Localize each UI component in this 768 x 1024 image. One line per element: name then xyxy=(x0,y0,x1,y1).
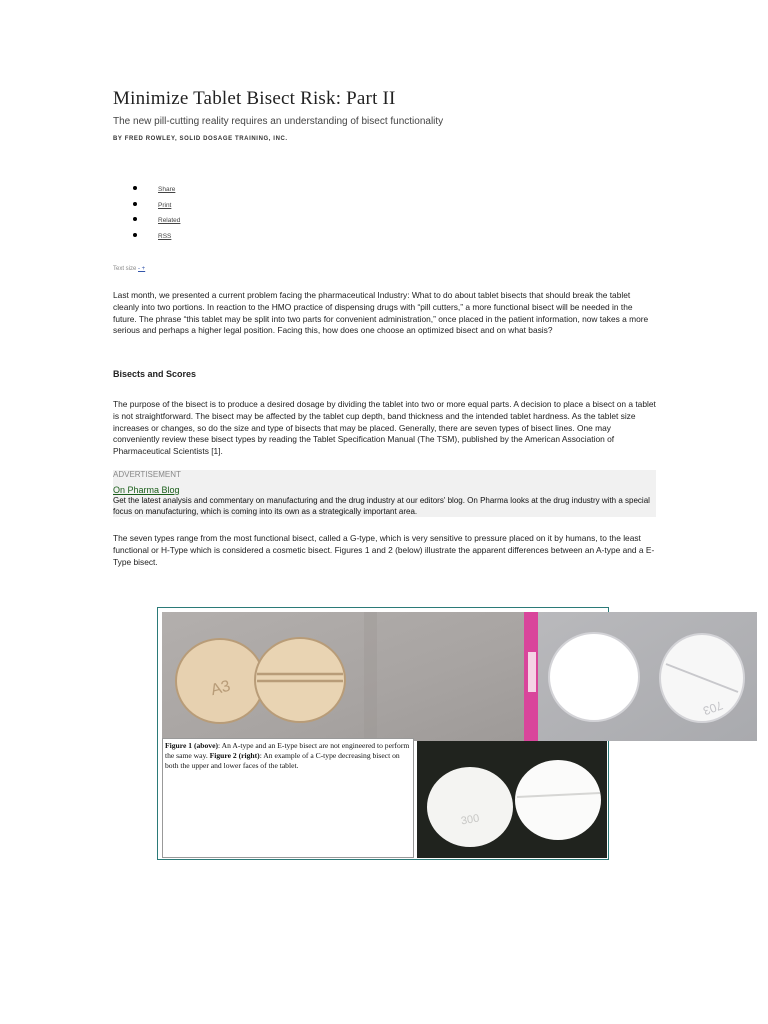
bullet-icon xyxy=(133,217,137,221)
figure-container xyxy=(157,607,725,860)
tablet-b-pill xyxy=(549,633,639,721)
figure-caption xyxy=(162,738,414,858)
article-title: Minimize Tablet Bisect Risk: Part II xyxy=(113,88,396,109)
paragraph-intro: Last month, we presented a current problem facing the pharmaceutical Industry: What to do about tablet bisects that should break the tablet cleanly into two portions. In reaction to the HMO practice of dispensing drugs with “pill cutters,” a more functional bisect will be needed in the future. The phrase “this tablet may be split into two parts for convenient administration,” once placed in the patient information, now takes a more serious and perhaps a higher legal position. Facing this, how does one choose an optimized bisect and on what basis? xyxy=(113,290,649,336)
paragraph-types: The seven types range from the most functional bisect, called a G-type, which is very sensitive to pressure placed on it by humans, to the least functional or H-Type which is considered a cosmetic bisect. Figures 1 and 2 (below) illustrate the apparent differences between an A-type and a E-Type bisect. xyxy=(113,533,655,567)
tablet-a-imprint: A3 xyxy=(208,677,233,700)
related-link[interactable]: Related xyxy=(158,217,181,224)
tablet-photo-b xyxy=(538,612,757,741)
article-subtitle: The new pill-cutting reality requires an understanding of bisect functionality xyxy=(113,116,444,127)
advertisement-text: Get the latest analysis and commentary on manufacturing and the drug industry at our editors' blog. On Pharma looks at the drug industry with a special focus on manufacturing, which is coming into its own as a strategically important area. xyxy=(113,496,650,516)
tablet-300-pill xyxy=(427,767,513,847)
fig1-text: : An A-type and an E-type bisect are not engineered to perform the same way. xyxy=(165,741,410,760)
section-heading: Bisects and Scores xyxy=(113,369,197,379)
fig2-label: Figure 2 (right) xyxy=(209,751,260,760)
article-byline: BY FRED ROWLEY, SOLID DOSAGE TRAINING, INC. xyxy=(113,136,288,142)
text-size-control xyxy=(113,266,145,272)
bullet-icon xyxy=(133,186,137,190)
paragraph-purpose: The purpose of the bisect is to produce a desired dosage by dividing the tablet into two or more equal parts. A decision to place a bisect on a tablet is not straightforward. The bisect may be affected by the tablet cup depth, band thickness and the intended tablet hardness. As the tablet size increases or changes, so do the size and type of bisects that may be placed. Generally, there are seven types of bisect lines. One may conveniently review these bisect types by reading the Tablet Specification Manual (The TSM), published by the American Association of Pharmaceutical Scientists [1]. xyxy=(113,399,656,457)
tablet-c-imprint: 703 xyxy=(701,697,725,719)
advertisement-label: ADVERTISEMENT xyxy=(113,470,181,479)
rss-link[interactable]: RSS xyxy=(158,232,172,240)
photo-b-c-type-tablets xyxy=(538,612,757,741)
advertisement-box xyxy=(113,470,656,517)
print-link[interactable]: Print xyxy=(158,201,172,209)
ad-blog-link[interactable]: On Pharma Blog xyxy=(113,485,180,495)
photo-c-tablets xyxy=(417,741,607,858)
photo-a-e-type-tablets xyxy=(162,612,526,741)
tablet-photo-c xyxy=(417,741,607,858)
fig2-text: : An example of a C-type decreasing bisect on both the upper and lower faces of the tablet. xyxy=(165,751,400,770)
bullet-icon xyxy=(133,202,137,206)
divider-center xyxy=(528,652,536,692)
text-size-label: Text size xyxy=(113,266,137,272)
tablet-bisect-pill xyxy=(515,760,601,840)
tablet-photo-a xyxy=(162,612,526,741)
text-size-toggle[interactable]: - + xyxy=(138,266,146,272)
bullet-icon xyxy=(133,233,137,237)
tablet-300-imprint: 300 xyxy=(460,812,481,828)
photo-a-shadow xyxy=(364,612,377,741)
fig1-label: Figure 1 (above) xyxy=(165,741,219,750)
share-link[interactable]: Share xyxy=(158,186,176,193)
